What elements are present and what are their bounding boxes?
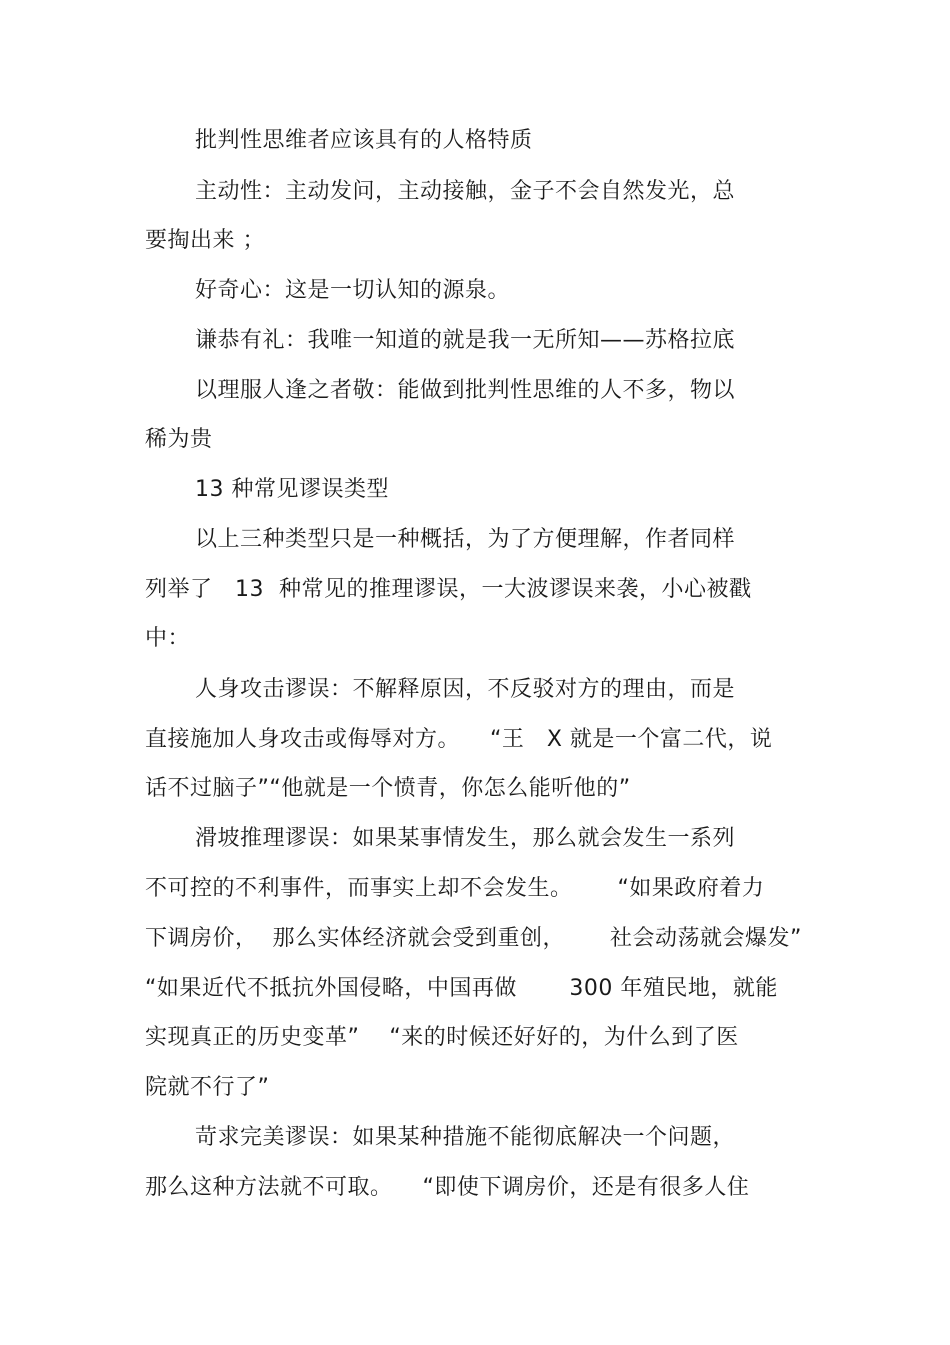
- paragraph-line: “如果近代不抵抗外国侵略，中国再做 300 年殖民地，就能: [145, 976, 778, 1001]
- paragraph-line: 谦恭有礼：我唯一知道的就是我一无所知——苏格拉底: [195, 328, 736, 353]
- paragraph-line: 主动性：主动发问，主动接触，金子不会自然发光，总: [195, 179, 736, 204]
- paragraph-line: 列举了 13 种常见的推理谬误，一大波谬误来袭，小心被戳: [145, 577, 752, 602]
- paragraph-line: 下调房价， 那么实体经济就会受到重创， 社会动荡就会爆发”: [145, 926, 802, 951]
- paragraph-line: 稀为贵: [145, 427, 213, 452]
- paragraph-line: 不可控的不利事件，而事实上却不会发生。 “如果政府着力: [145, 876, 765, 901]
- paragraph-line: 滑坡推理谬误：如果某事情发生，那么就会发生一系列: [195, 826, 736, 851]
- paragraph-line: 要掏出来 ；: [145, 228, 265, 253]
- paragraph-line: 直接施加人身攻击或侮辱对方。 “王 X 就是一个富二代，说: [145, 727, 773, 752]
- paragraph-line: 以理服人逢之者敬：能做到批判性思维的人不多，物以: [195, 378, 736, 403]
- section-heading-fallacies: 13 种常见谬误类型: [195, 477, 389, 502]
- paragraph-line: 苛求完美谬误：如果某种措施不能彻底解决一个问题，: [195, 1125, 736, 1150]
- paragraph-line: 话不过脑子”“他就是一个愤青，你怎么能听他的”: [145, 776, 631, 801]
- paragraph-line: 实现真正的历史变革” “来的时候还好好的，为什么到了医: [145, 1025, 739, 1050]
- paragraph-line: 院就不行了”: [145, 1075, 270, 1100]
- paragraph-line: 中：: [145, 626, 191, 651]
- section-heading-traits: 批判性思维者应该具有的人格特质: [195, 128, 533, 153]
- paragraph-line: 人身攻击谬误：不解释原因，不反驳对方的理由，而是: [195, 677, 736, 702]
- paragraph-line: 好奇心：这是一切认知的源泉。: [195, 278, 511, 303]
- paragraph-line: 以上三种类型只是一种概括，为了方便理解，作者同样: [195, 527, 736, 552]
- paragraph-line: 那么这种方法就不可取。 “即使下调房价，还是有很多人住: [145, 1175, 750, 1200]
